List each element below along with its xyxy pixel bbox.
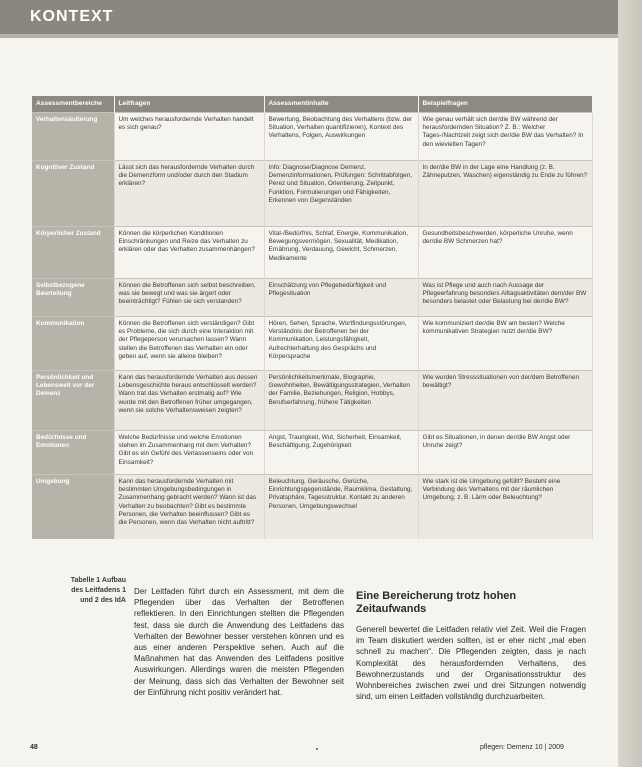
header-stripe	[0, 34, 618, 38]
article-subheading: Eine Bereicherung trotz hohen Zeitaufwands	[356, 590, 517, 615]
row-question: Welche Bedürfnisse und welche Emotionen stehen im Zusammenhang mit dem Verhalten? Gibt es ein Gefühl des Verlassenseins oder von Einsamkeit?	[114, 431, 264, 475]
table-row	[32, 161, 592, 227]
center-mark	[316, 748, 318, 750]
body-text-left: Der Leitfaden führt durch ein Assessment, mit dem die Pflegenden über das Verhalten der Betroffenen reflektieren. In den Einrichtungen stellten die Pflegenden fest, dass sie durch die Anwendung des Leitfadens das Verhalten der Bewohner besser verstehen können und es aus einer anderen Perspektive sehen. Auch auf die Maßnahmen hat das Anwenden des Leitfadens positive Auswirkungen. Allerdings waren die meisten Pflegenden der Meinung, dass sich das Verhalten der Bewohner seit der Einführung nicht positiv verändert hat.	[134, 587, 344, 697]
table-row	[32, 317, 592, 371]
row-category: Kommunikation	[32, 317, 114, 371]
table-row	[32, 227, 592, 279]
row-question: Um welches herausfordernde Verhalten handelt es sich genau?	[114, 113, 264, 161]
row-content: Info: Diagnose/Diagnose Demenz, Demenzinformationen, Prüfungen: Schrittabfolgen, Perez und Situation, Orientierung, Zeitpunkt, Funktion, Formulierungen und Fähigkeiten, Erkennen von Gegenständen	[264, 161, 418, 227]
table-row	[32, 371, 592, 431]
caption-line: und 2 des IdA	[80, 597, 126, 604]
caption-line: Tabelle 1 Aufbau	[70, 577, 126, 584]
row-category: Persönlichkeit und Lebenswelt vor der Demenz	[32, 371, 114, 431]
row-category: Umgebung	[32, 475, 114, 539]
row-category: Selbstbezogene Beurteilung	[32, 279, 114, 317]
assessment-table	[32, 96, 593, 539]
caption-line: des Leitfadens 1	[71, 587, 126, 594]
row-question: Können die körperlichen Konditionen Einschränkungen und Reize das Verhalten zu erklären oder das Verhalten zusammenhängen?	[114, 227, 264, 279]
row-question: Lässt sich das herausfordernde Verhalten durch die Demenzform und/oder durch den Stadium erklären?	[114, 161, 264, 227]
row-question: Können die Betroffenen sich verständigen? Gibt es Probleme, die sich durch eine Interaktion mit der Pflegeperson verursachen lassen? Wann stellen die Betroffenen das Verhalten ein oder geben auf, wenn sie alleine bleiben?	[114, 317, 264, 371]
row-category: Kognitiver Zustand	[32, 161, 114, 227]
row-content: Persönlichkeitsmerkmale, Biographie, Gewohnheiten, Bewältigungsstrategien, Verhalten der Familie, Beziehungen, Religion, Hobbys, Berufserfahrung, frühere Tätigkeiten	[264, 371, 418, 431]
table-row	[32, 279, 592, 317]
row-category: Verhaltensäußerung	[32, 113, 114, 161]
table-header-row	[32, 96, 592, 113]
page-number: 48	[30, 744, 38, 751]
table-row	[32, 113, 592, 161]
page-edge	[618, 0, 642, 767]
row-content: Angst, Traurigkeit, Wut, Sicherheit, Einsamkeit, Beschäftigung, Zugehörigkeit	[264, 431, 418, 475]
column-header: Leitfragen	[114, 96, 264, 113]
row-question: Kann das herausfordernde Verhalten aus dessen Lebensgeschichte heraus entschlüsselt werden? Wann trat das Verhalten erstmalig auf? Wie wurde mit den Betroffenen früher umgegangen, wenn sie solche Verhaltensweisen zeigten?	[114, 371, 264, 431]
journal-footer: pflegen: Demenz 10 | 2009	[480, 744, 564, 751]
body-text-right: Generell bewertet die Leitfaden relativ viel Zeit. Weil die Fragen im Team diskutiert werden sollten, ist er eher nicht „mal eben schnell zu machen“. Die Pflegenden zeigten, dass je nach Komplexität des herausfordernden Verhaltens, des Bewohnerzustands und der Organisationsstruktur des Wohnbereiches zwischen zwei und drei Sitzungen notwendig sind, um einen Leitfaden vollständig durchzuarbeiten.	[356, 625, 586, 702]
row-example: Wie wurden Stresssituationen von der/dem Betroffenen bewältigt?	[418, 371, 592, 431]
table-row	[32, 475, 592, 539]
row-question: Können die Betroffenen sich selbst beschreiben, was sie bewegt und was sie ärgert oder beeinträchtigt? Fühlen sie sich verstanden?	[114, 279, 264, 317]
row-content: Bewertung, Beobachtung des Verhaltens (bzw. der Situation, Verhalten quantifizieren), Kontext des Verhaltens, Folgen, Auswirkungen	[264, 113, 418, 161]
body-column-right	[356, 586, 586, 702]
column-header: Assessmentbereiche	[32, 96, 114, 113]
row-content: Hören, Sehen, Sprache, Wortfindungsstörungen, Verständnis der Betroffenen bei der Kommunikation, Leistungsfähigkeit, Aufrechterhaltung des Gesprächs und Körpersprache	[264, 317, 418, 371]
row-content: Vital-/Bedürfnis, Schlaf, Energie, Kommunikation, Bewegungsvermögen, Sexualität, Medikation, Ernährung, Verdauung, Gewicht, Schmerzen, Medikamente	[264, 227, 418, 279]
row-example: Wie kommuniziert der/die BW am besten? Welche kommunikativen Strategien nutzt der/die BW?	[418, 317, 592, 371]
row-example: Gesundheitsbeschwerden, körperliche Unruhe, wenn der/die BW Schmerzen hat?	[418, 227, 592, 279]
row-question: Kann das herausfordernde Verhalten mit bestimmten Umgebungsbedingungen in Zusammenhang gebracht werden? Wann ist das Verhalten zu beobachten? Gibt es bestimmte Personen, die Verhalten beeinflussen? Gibt es die Personen, wenn das Verhalten nicht auftritt?	[114, 475, 264, 539]
row-category: Körperlicher Zustand	[32, 227, 114, 279]
row-example: Wie genau verhält sich der/die BW während der herausfordernden Situation? Z. B.: Welcher Tages-/Nachtzeit zeigt sich der/die BW das Verhalten? In den wievielten Tagen?	[418, 113, 592, 161]
table-row	[32, 431, 592, 475]
row-example: In der/die BW in der Lage eine Handlung (z. B. Zähneputzen, Waschen) eigenständig zu Ende zu führen?	[418, 161, 592, 227]
row-content: Beleuchtung, Geräusche, Gerüche, Einrichtungsgegenstände, Raumklima, Gestaltung, Privatsphäre, Tagesstruktur, Kontakt zu anderen Personen, Umgebungswechsel	[264, 475, 418, 539]
section-header-bar	[0, 0, 618, 34]
row-example: Gibt es Situationen, in denen der/die BW Angst oder Unruhe zeigt?	[418, 431, 592, 475]
row-content: Einschätzung von Pflegebedürftigkeit und Pflegesituation	[264, 279, 418, 317]
column-header: Assessmentinhalte	[264, 96, 418, 113]
row-category: Bedürfnisse und Emotionen	[32, 431, 114, 475]
row-example: Wie stark ist die Umgebung gefüllt? Besteht eine Verbindung des Verhaltens mit der räumlichen Umgebung, z. B. Lärm oder Beleuchtung?	[418, 475, 592, 539]
column-header: Beispielfragen	[418, 96, 592, 113]
section-title: KONTEXT	[30, 8, 114, 25]
row-example: Was ist Pflege und auch nach Aussage der Pflegeerfahrung besonders Alltagsaktivitäten dem/der BW besonders belastet oder Belastung bei der/die BW?	[418, 279, 592, 317]
table-caption	[66, 576, 126, 606]
